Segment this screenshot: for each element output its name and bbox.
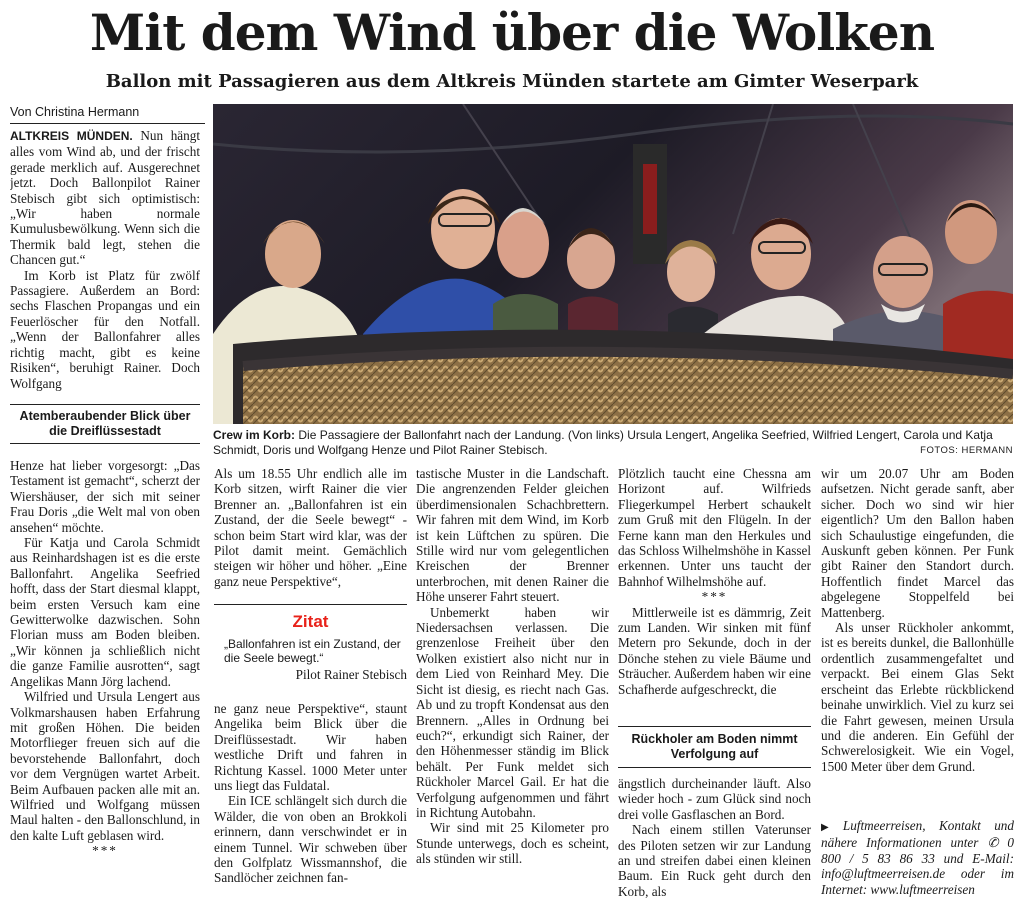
paragraph: Henze hat lieber vorgesorgt: „Das Testament ist gemacht“, scherzt der Wiershäuser, der sich mit seiner Frau Doris „die Welt mal von oben ansehen“ möchte. xyxy=(10,458,200,535)
column-1-top xyxy=(10,128,200,400)
paragraph: Wilfried und Ursula Lengert aus Volkmarshausen haben Erfahrung mit großen Höhen. Die beiden Motorflieger freuen sich auf die bevorstehende Ballonfahrt, doch vor dem Vergnügen wartet Arbeit. Beim Aufbauen packen alle mit an. Wilfried und Wolfgang müssen Maul halten - den Ballonschlund, in den kalte Luft geblasen wird. xyxy=(10,689,200,843)
dateline: ALTKREIS MÜNDEN. xyxy=(10,129,133,143)
paragraph: Nach einem stillen Vaterunser des Piloten setzen wir zur Landung an und streifen dabei einen kleinen Baum. Ein Ruck geht durch den Korb, als xyxy=(618,822,811,899)
photo-caption xyxy=(213,428,1013,458)
caption-lead: Crew im Korb: xyxy=(213,428,296,442)
photo-illustration xyxy=(213,104,1013,424)
paragraph: wir um 20.07 Uhr am Boden aufsetzen. Nicht gerade sanft, aber sicher. Doch wo sind wir hier eigentlich? Um den Ballon haben sich Schaulustige eingefunden, die Auskunft geben können. Per Funk gibt Rainer den Standort durch. Hoffentlich findet Marcel das abgelegene Stoppelfeld bei Mattenberg. xyxy=(821,466,1014,620)
info-box xyxy=(821,818,1014,908)
paragraph: Plötzlich taucht eine Chessna am Horizont auf. Wilfrieds Fliegerkumpel Herbert schaukelt zum Gruß mit den Flügeln. In der Ferne kann man den Herkules und das Schloss Wilhelmshöhe in Kassel erkennen. Unter uns taucht der Bahnhof Wilhelmshöhe auf. xyxy=(618,466,811,589)
photo-credit: FOTOS: HERMANN xyxy=(920,445,1013,456)
subheading-atemberaubender-blick: Atemberaubender Blick über die Dreiflüssestadt xyxy=(10,404,200,444)
info-text: Luftmeerreisen, Kontakt und nähere Informationen unter ✆ 0 800 / 5 83 86 33 und E-Mail: info@luftmeerreisen.de oder im Internet: www.luftmeerreisen xyxy=(821,818,1014,897)
paragraph: Im Korb ist Platz für zwölf Passagiere. Außerdem an Bord: sechs Flaschen Propangas und ein Feuerlöscher für den Notfall. „Wenn der Ballonfahrer alles richtig macht, gibt es keine Risiken“, beruhigt Rainer. Doch Wolfgang xyxy=(10,267,200,391)
paragraph: ängstlich durcheinander läuft. Also wieder hoch - zum Glück sind noch drei volle Gasflaschen an Bord. xyxy=(618,776,811,822)
paragraph: ne ganz neue Perspektive“, staunt Angelika beim Blick über die Dreiflüssestadt. Wir haben westliche Drift und fahren in Richtung Kassel. 1000 Meter unter uns liegt das Fuldatal. xyxy=(214,701,407,794)
quote-box xyxy=(214,604,407,693)
column-2-bottom xyxy=(214,701,407,908)
quote-title: Zitat xyxy=(292,612,329,631)
paragraph: Mittlerweile ist es dämmrig, Zeit zum Landen. Wir sinken mit fünf Metern pro Sekunde, doch in der Dönche stehen zu viele Bäume und Sträucher. Außerdem haben wir eine Schafherde aufgeschreckt, die xyxy=(618,604,811,697)
paragraph: Ein ICE schlängelt sich durch die Wälder, die von oben an Brokkoli erinnern, dann verschwindet er in einem Tunnel. Wir schweben über den Golfplatz Wissmannshof, die Sandlöcher zeichnen fan- xyxy=(214,793,407,886)
paragraph: Unbemerkt haben wir Niedersachsen verlassen. Die grenzenlose Freiheit über den Wolken existiert also nicht nur in dem Lied von Reinhard Mey. Die Sicht ist diesig, es riecht nach Gas. Ab und zu tropft Kondensat aus den Brennern. „Alles in Ordnung bei euch?“, erkundigt sich Rainer, der den Höhenmesser ständig im Blick behält. Per Funk meldet sich Rückholer Marcel Gail. Er hat die Verfolgung aufgenommen und fährt in Richtung Autobahn. xyxy=(416,604,609,820)
lead-paragraph xyxy=(10,128,200,268)
column-1-bottom xyxy=(10,458,200,908)
column-2-top xyxy=(214,466,407,589)
paragraph: Als um 18.55 Uhr endlich alle im Korb sitzen, wirft Rainer die vier Brenner an. „Ballonfahren ist ein Zustand, der die Seele bewegt“ - schon beim Start wird klar, was der Pilot damit meint. Gemächlich steigen wir höher und höher. „Eine ganz neue Perspektive“, xyxy=(214,466,407,589)
subheadline: Ballon mit Passagieren aus dem Altkreis Münden startete am Gimter Weserpark xyxy=(105,71,919,92)
section-separator: *** xyxy=(701,589,728,605)
column-3 xyxy=(416,466,609,908)
subheading-rueckholer: Rückholer am Boden nimmt Verfolgung auf xyxy=(618,726,811,768)
column-4-top xyxy=(618,466,811,719)
byline: Von Christina Hermann xyxy=(10,104,205,124)
column-4-bottom xyxy=(618,776,811,908)
paragraph: Als unser Rückholer ankommt, ist es bereits dunkel, die Ballonhülle ordentlich zusammengefaltet und verpackt. Bei einem Glas Sekt erscheint das Erlebte rückblickend beinahe unwirklich. Viel zu kurz sei die Fahrt gewesen, meinen Ursula und die anderen. Ein Gefühl der Schwerelosigkeit. Wie ein Vogel, 1500 Meter über dem Grund. xyxy=(821,620,1014,774)
column-5 xyxy=(821,466,1014,806)
quote-author: Pilot Rainer Stebisch xyxy=(295,667,407,682)
paragraph: Für Katja und Carola Schmidt aus Reinhardshagen ist es die erste Ballonfahrt. Angelika Seefried hofft, dass der Start diesmal klappt, beim ersten Versuch kam eine Gewitterwolke dazwischen. Sohn Florian muss am Boden bleiben. „Wir können ja schließlich nicht die ganze Familie ausrotten“, sagt Angelikas Mann Jörg lachend. xyxy=(10,535,200,689)
paragraph: Wir sind mit 25 Kilometer pro Stunde unterwegs, doch es scheint, als stünden wir still. xyxy=(416,820,609,867)
section-separator: *** xyxy=(92,843,118,859)
photo-balloon-crew xyxy=(213,104,1013,424)
caption-text: Die Passagiere der Ballonfahrt nach der Landung. (Von links) Ursula Lengert, Angelika Seefried, Wilfried Lengert, Carola und Katja Schmidt, Doris und Wolfgang Henze und Pilot Rainer Stebisch. xyxy=(213,428,993,457)
paragraph: tastische Muster in die Landschaft. Die angrenzenden Felder gleichen überdimensionalen Schachbrettern. Wir fahren mit dem Wind, im Korb ist kein Lüftchen zu spüren. Die Stille wird nur vom gelegentlichen Kreischen der Brenner unterbrochen, mit denen Rainer die Höhe unserer Fahrt steuert. xyxy=(416,466,609,605)
headline: Mit dem Wind über die Wolken xyxy=(89,3,935,62)
arrow-right-icon: ▶ xyxy=(821,822,839,833)
quote-text: „Ballonfahren ist ein Zustand, der die Seele bewegt.“ xyxy=(224,637,401,665)
lead-text: Nun hängt alles vom Wind ab, und der frischt gerade merklich auf. Ausgerechnet jetzt. Doch Ballonpilot Rainer Stebisch gibt sich optimistisch: „Wir haben normale Kumulusbewölkung. Wenn sich die Thermik bald legt, stehen die Chancen gut.“ xyxy=(10,128,200,268)
